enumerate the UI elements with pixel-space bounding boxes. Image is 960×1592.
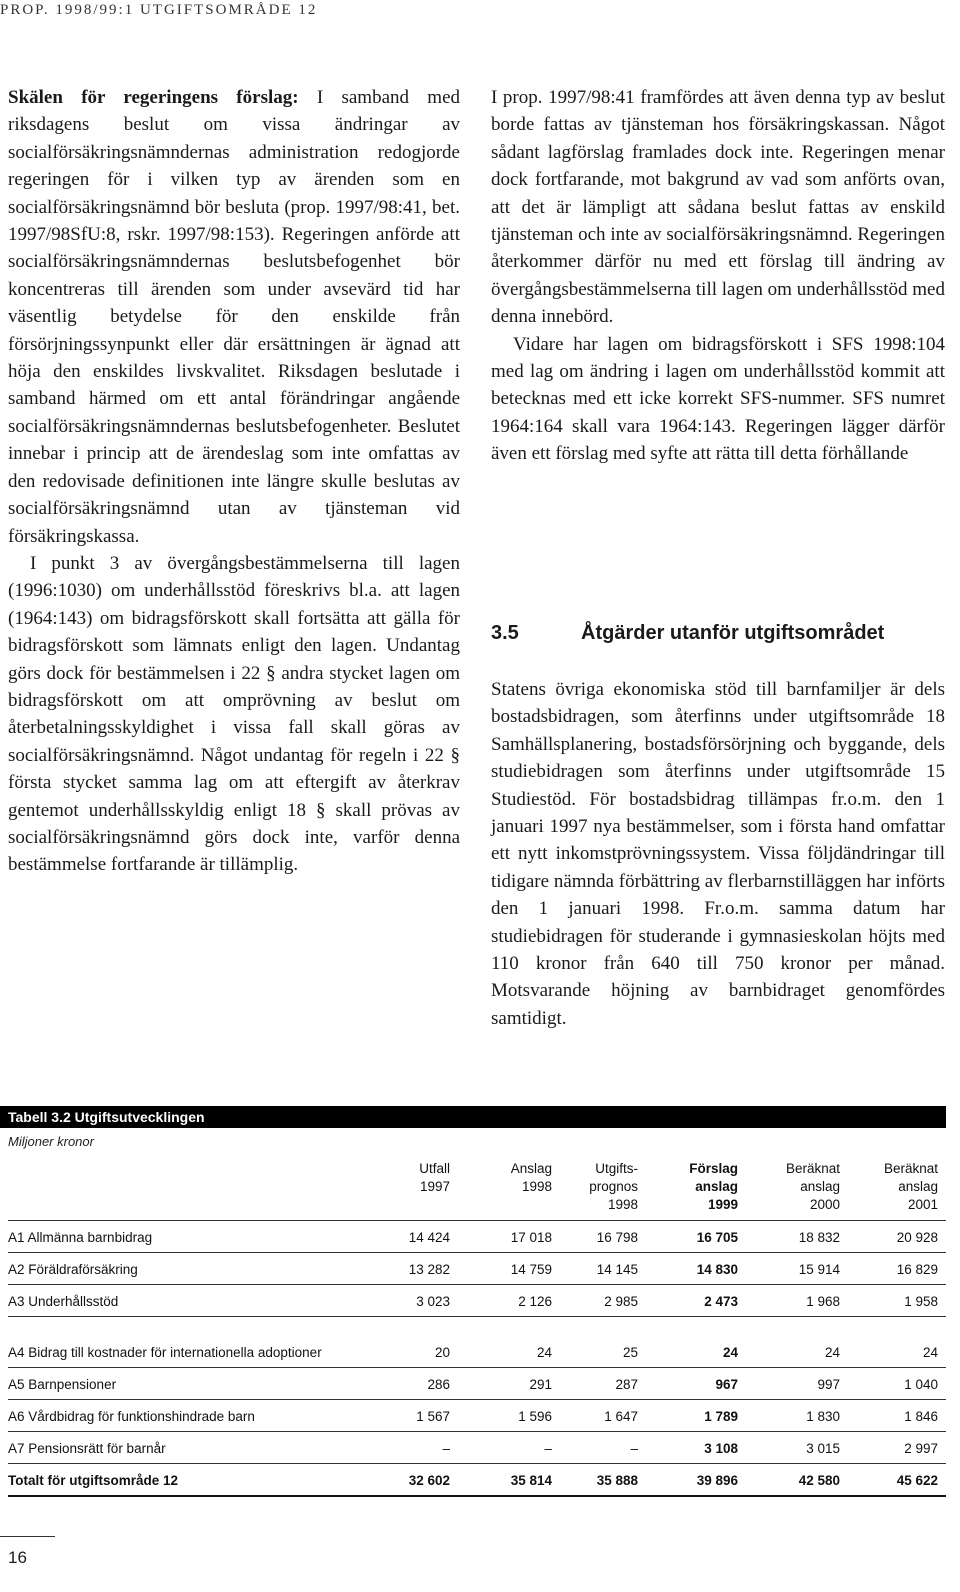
table-cell: 16 705 [696, 1230, 738, 1245]
table-cell: 1 968 [806, 1294, 840, 1309]
table-row [8, 1285, 946, 1317]
table-cell: 1 958 [904, 1294, 938, 1309]
table-cell: 286 [427, 1377, 450, 1392]
table-cell: 3 015 [806, 1441, 840, 1456]
left-paragraph-2: I punkt 3 av övergångsbestämmelserna till lagen (1996:1030) om underhållsstöd föreskrivs bl.a. att lagen (1964:143) om bidragsförskott skall fortsätta att gälla för bidragsförskott som lämnats enligt den lagen. Undantag görs dock för bestämmelsen i 22 § andra stycket lagen om bidragsförskott om att omprövning av beslut om återbetalningsskyldighet i vissa fall skall göras av socialförsäkringsnämnd. Något undantag för regeln i 22 § första stycket samma lag om att eftergift av återkrav gentemot underhållsskyldig enligt 18 § skall prövas av socialförsäkringsnämnd görs dock inte, varför denna bestämmelse fortfarande är tillämplig. [8, 552, 460, 876]
lead-heading: Skälen för regeringens förslag: [8, 87, 299, 108]
column-header: Beräknat anslag 2001 [883, 1161, 938, 1212]
table-cell: 24 [922, 1345, 938, 1360]
table-cell: 3 023 [416, 1294, 450, 1309]
row-label: A5 Barnpensioner [8, 1377, 117, 1392]
row-label: Totalt för utgiftsområde 12 [8, 1473, 179, 1488]
table-cell: 13 282 [408, 1262, 450, 1277]
column-header: Utgifts- prognos 1998 [589, 1161, 638, 1212]
table-cell: 1 789 [704, 1409, 738, 1424]
left-column [8, 84, 460, 879]
table-cell: 24 [824, 1345, 840, 1360]
table-cell: 2 997 [904, 1441, 938, 1456]
table-row [8, 1432, 946, 1464]
table-cell: 291 [529, 1377, 552, 1392]
table-cell: 45 622 [896, 1473, 938, 1488]
table-cell: 1 830 [806, 1409, 840, 1424]
table-cell: 14 424 [408, 1230, 450, 1245]
table-cell: 25 [622, 1345, 638, 1360]
running-header: PROP. 1998/99:1 UTGIFTSOMRÅDE 12 [0, 2, 318, 18]
column-header: Utfall 1997 [419, 1161, 450, 1194]
table-cell: 14 830 [696, 1262, 738, 1277]
table-cell: 15 914 [798, 1262, 840, 1277]
table-title: Tabell 3.2 Utgiftsutvecklingen [0, 1106, 946, 1128]
table-cell: 2 985 [604, 1294, 638, 1309]
table-cell: 35 814 [510, 1473, 552, 1488]
right-column [491, 84, 945, 468]
table-row [8, 1253, 946, 1285]
row-label: A3 Underhållsstöd [8, 1294, 119, 1309]
table-header [8, 1160, 946, 1220]
expenditure-table [8, 1160, 946, 1497]
column-header: Förslag anslag 1999 [689, 1161, 738, 1212]
table-cell: – [544, 1441, 552, 1456]
table-cell: 1 040 [904, 1377, 938, 1392]
table-cell: 39 896 [696, 1473, 738, 1488]
table-cell: 35 888 [596, 1473, 638, 1488]
table-cell: 967 [715, 1377, 738, 1392]
right-paragraph-1: I prop. 1997/98:41 framfördes att även denna typ av beslut borde fattas av tjänsteman hos försäkringskassan. Något sådant lagförslag framlades dock inte. Regeringen menar dock fortfarande, mot bakgrund av vad som anförts ovan, att det är lämpligt att sådana beslut fattas av enskild tjänsteman och inte av socialförsäkringsnämnd. Regeringen återkommer därför nu med ett förslag till ändring av övergångsbestämmelserna till lagen om underhållsstöd med denna innebörd. [491, 87, 945, 328]
right-paragraph-3: Statens övriga ekonomiska stöd till barnfamiljer är dels bostadsbidragen, som återfinns under utgiftsområde 18 Samhällsplanering, bostadsförsörjning och byggande, dels studiebidragen som återfinns under utgiftsområde 15 Studiestöd. För bostadsbidrag tillämpas fr.o.m. den 1 januari 1997 nya bestämmelser, som i första hand omfattar ett nytt inkomstprövningssystem. Vissa följdändringar till tidigare nämnda förbättring av flerbarnstilläggen har införts den 1 januari 1998. Fr.o.m. samma datum har studiebidragen för studerande i gymnasieskolan höjts med 110 kronor från 640 till 750 kronor per månad. Motsvarande höjning av barnbidraget genomfördes samtidigt. [491, 679, 945, 1029]
section-number: 3.5 [491, 622, 519, 644]
row-label: A2 Föräldraförsäkring [8, 1262, 138, 1277]
table-cell: 1 846 [904, 1409, 938, 1424]
table-body [8, 1220, 946, 1497]
table-cell: 18 832 [798, 1230, 840, 1245]
table-cell: 24 [536, 1345, 552, 1360]
column-header: Anslag 1998 [510, 1161, 552, 1194]
table-cell: 20 928 [896, 1230, 938, 1245]
table-cell: 997 [817, 1377, 840, 1392]
table-cell: 287 [615, 1377, 638, 1392]
page-number: 16 [8, 1548, 27, 1567]
table-cell: 24 [722, 1345, 738, 1360]
table-cell: 17 018 [510, 1230, 552, 1245]
left-paragraph-1-text: I samband med riksdagens beslut om vissa ändringar av socialförsäkringsnämndernas administration redogjorde regeringen för i vilken typ av ärenden som en socialförsäkringsnämnd bör besluta (prop. 1997/98:41, bet. 1997/98SfU:8, rskr. 1997/98:153). Regeringen anförde att socialförsäkringsnämndernas beslutsbefogenhet bör koncentreras till ärenden som under avsevärd tid har väsentlig betydelse för den enskilde från försörjningssynpunkt eller där ersättningen är ägnad att höja den enskildes livskvalitet. Riksdagen beslutade i samband härmed om ett antal förändringar angående socialförsäkringsnämndernas beslutsbefogenheter. Beslutet innebar i princip att de ärendeslag som inte omfattas av den redovisade definitionen inte längre skulle beslutas av socialförsäkringsnämnd utan av tjänsteman vid försäkringskassa. [8, 87, 461, 547]
table-row [8, 1368, 946, 1400]
table-cell: – [442, 1441, 450, 1456]
table-cell: 1 596 [518, 1409, 552, 1424]
table-cell: 14 145 [596, 1262, 638, 1277]
table-row [8, 1400, 946, 1432]
left-paragraph-1 [8, 84, 460, 550]
table-row [8, 1317, 946, 1368]
row-label: A1 Allmänna barnbidrag [8, 1230, 153, 1245]
section-title: Åtgärder utanför utgiftsområdet [581, 622, 885, 644]
row-label: A7 Pensionsrätt för barnår [8, 1441, 166, 1456]
table-cell: 3 108 [704, 1441, 738, 1456]
section-heading [491, 622, 945, 645]
table-row [8, 1220, 946, 1253]
table-cell: 32 602 [408, 1473, 450, 1488]
table-cell: – [630, 1441, 638, 1456]
table-cell: 1 567 [416, 1409, 450, 1424]
column-header: Beräknat anslag 2000 [785, 1161, 840, 1212]
table-unit: Miljoner kronor [8, 1134, 94, 1149]
table-row [8, 1464, 946, 1497]
table-cell: 14 759 [510, 1262, 552, 1277]
table-cell: 42 580 [798, 1473, 840, 1488]
row-label: A4 Bidrag till kostnader för internationella adoptioner [8, 1345, 322, 1360]
table-cell: 16 829 [896, 1262, 938, 1277]
row-label: A6 Vårdbidrag för funktionshindrade barn [8, 1409, 255, 1424]
table-cell: 2 126 [518, 1294, 552, 1309]
section-body [491, 676, 945, 1032]
table-cell: 1 647 [604, 1409, 638, 1424]
page-number-rule [0, 1536, 55, 1537]
table-cell: 16 798 [596, 1230, 638, 1245]
table-cell: 20 [434, 1345, 450, 1360]
right-paragraph-2: Vidare har lagen om bidragsförskott i SFS 1998:104 med lag om ändring i lagen om underhållsstöd kommit att betecknas med ett icke korrekt SFS-nummer. SFS numret 1964:164 skall vara 1964:143. Regeringen lägger därför även ett förslag med syfte att rätta till detta förhållande [491, 333, 945, 465]
table-cell: 2 473 [704, 1294, 738, 1309]
